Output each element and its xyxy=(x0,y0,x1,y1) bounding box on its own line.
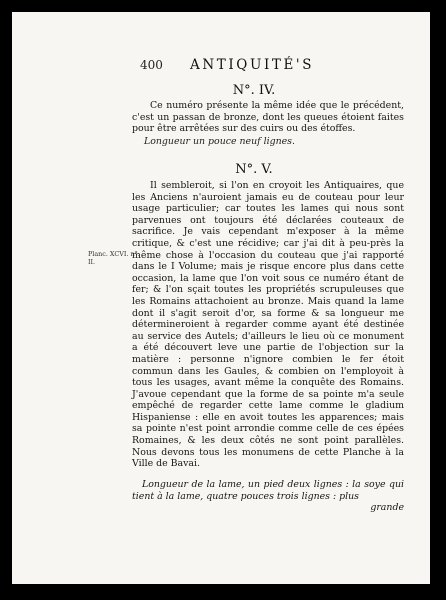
section-heading-v: N°. V. xyxy=(235,162,273,177)
book-page xyxy=(12,12,430,584)
catchword: grande xyxy=(370,502,404,513)
section-v-paragraph: Il sembleroit, si l'on en croyoit les Antiquaires, que les Anciens n'auroient jamais eu de couteau pour leur usage particulier; car toutes les lames qui nous sont parvenues ont toujours été déclarées couteaux de sacrifice. Je vais cependant m'exposer à la même critique, & c'est une récidive; car j'ai dit à peu-près la même chose à l'occasion du couteau que j'ai rapporté dans le I Volume; mais je risque encore plus dans cette occasion, la lame que l'on voit sous ce numéro étant de fer; & l'on sçait toutes les propriétés scrupuleuses que les Romains attachoient au bronze. Mais quand la lame dont il s'agit seroit d'or, sa forme & sa longueur me détermineroient à regarder comme ayant été destinée au service des Autels; d'ailleurs le lieu où ce monument a été découvert leve une partie de l'objection sur la matière : personne n'ignore combien le fer étoit commun dans les Gaules, & combien on l'employoit à tous les usages, avant même la conquête des Romains. J'avoue cependant que la forme de sa pointe m'a seule empêché de regarder cette lame comme le gladium Hispaniense : elle en avoit toutes les apparences; mais sa pointe n'est point arrondie comme celle de ces épées Romaines, & les deux côtés ne sont point parallèles. Nous devons tous les monumens de cette Planche à la Ville de Bavai. xyxy=(132,180,404,470)
section-v-closing xyxy=(132,479,404,502)
margin-note: Planc. XCVI. n°. II. xyxy=(88,250,140,266)
page-number: 400 xyxy=(140,58,163,72)
section-v-text xyxy=(132,180,404,470)
section-iv-paragraph: Ce numéro présente la même idée que le précédent, c'est un passan de bronze, dont les queues étoient faites pour être arrêtées sur des cuirs ou des étoffes. xyxy=(132,100,404,135)
closing-text: Longueur de la lame, un pied deux lignes : la soye qui tient à la lame, quatre pouces trois lignes : plus xyxy=(132,479,404,502)
running-title: ANTIQUITÉ'S xyxy=(190,57,315,73)
section-heading-iv: N°. IV. xyxy=(232,83,276,98)
running-head xyxy=(12,58,430,74)
section-iv-caption: Longueur un pouce neuf lignes. xyxy=(144,136,295,147)
section-iv-text xyxy=(132,100,404,135)
